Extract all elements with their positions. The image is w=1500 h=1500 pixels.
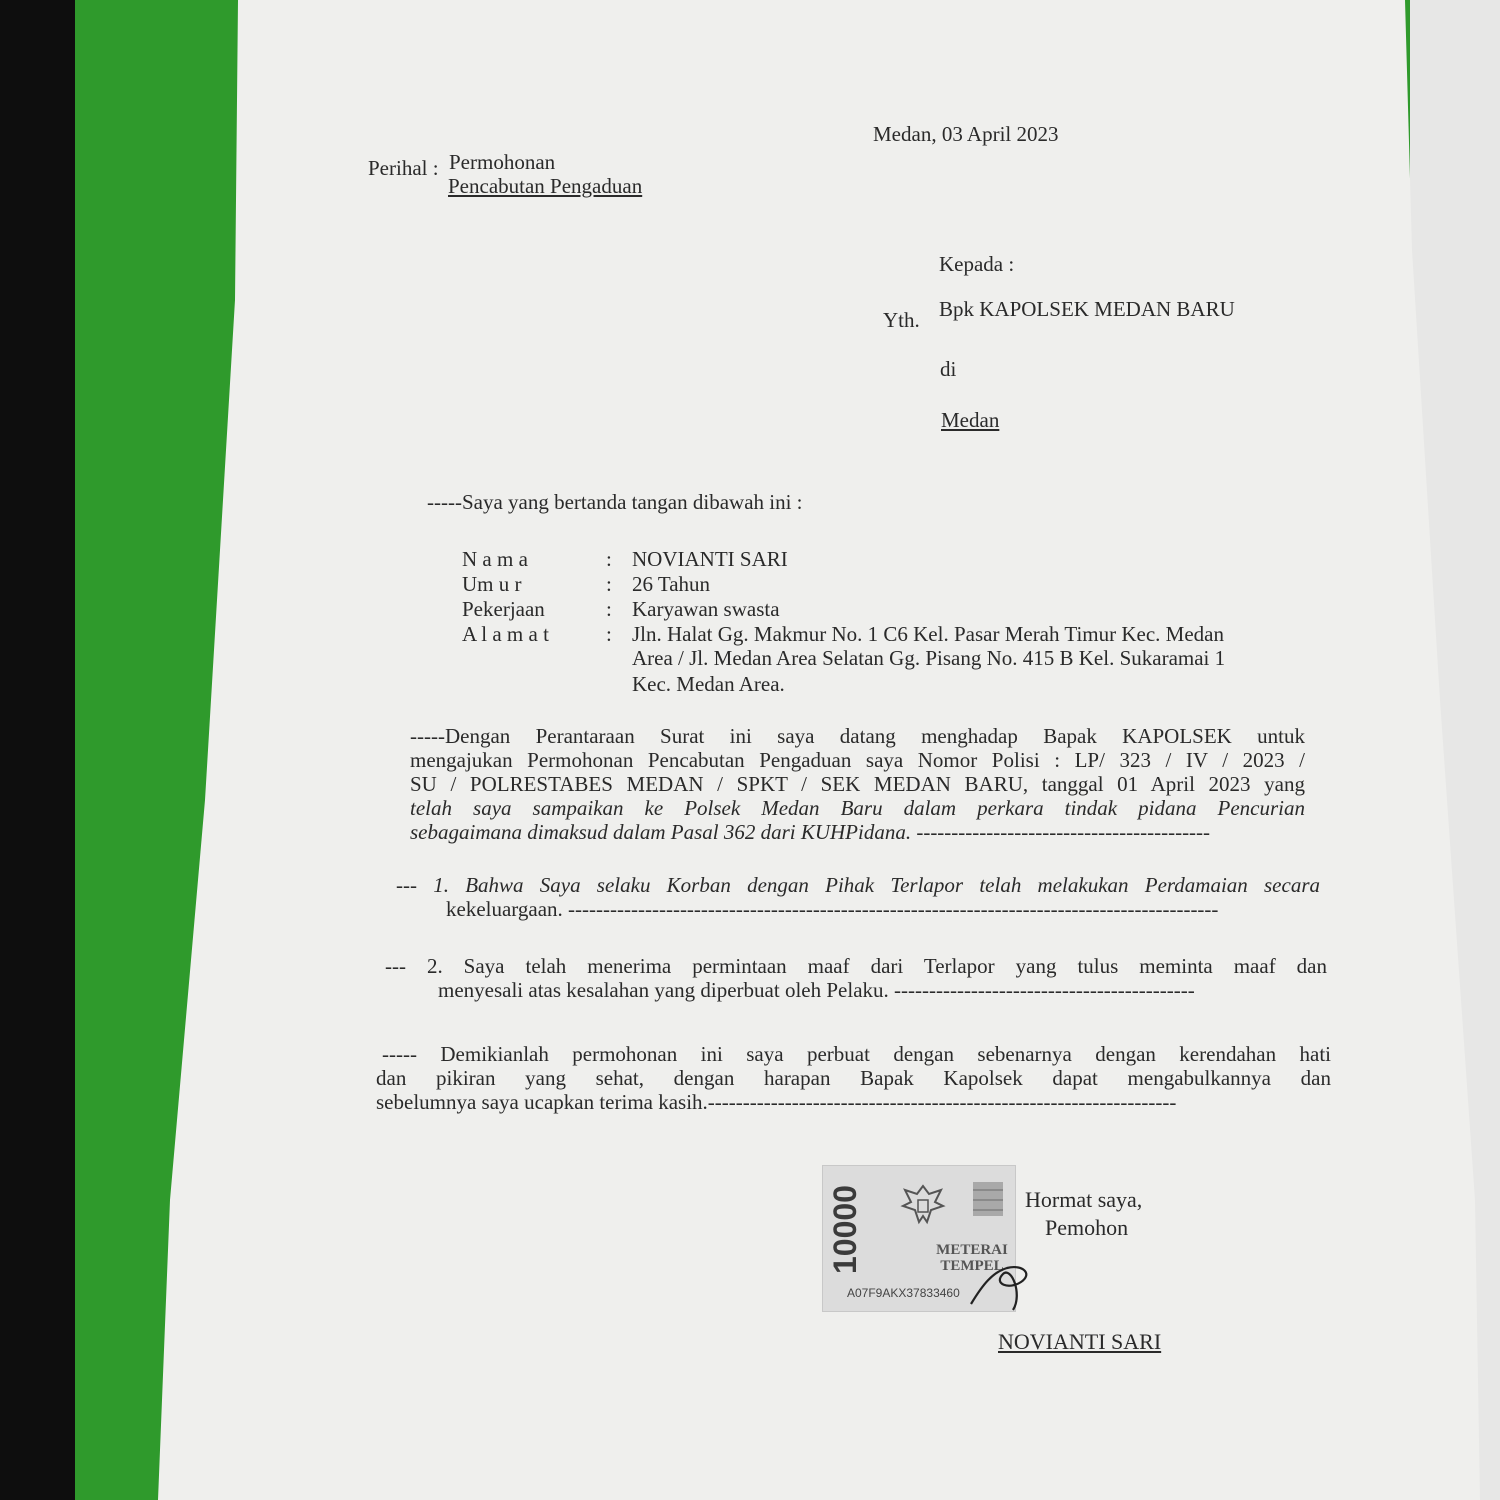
identity-value: 26 Tahun	[632, 572, 711, 596]
point-line: kekeluargaan. ---------------------------------------------------------------------------------------------	[446, 897, 1219, 921]
identity-value: Jln. Halat Gg. Makmur No. 1 C6 Kel. Pasar Merah Timur Kec. Medan	[632, 622, 1224, 646]
identity-row-nama	[462, 547, 788, 572]
paragraph-line: sebagaimana dimaksud dalam Pasal 362 dari KUHPidana. ------------------------------------------	[410, 820, 1211, 844]
identity-row-pekerjaan	[462, 597, 780, 622]
perihal-label: Perihal :	[368, 156, 439, 180]
identity-colon: :	[606, 622, 612, 646]
point-line: menyesali atas kesalahan yang diperbuat oleh Pelaku. -------------------------------------------	[438, 978, 1195, 1002]
garuda-emblem-icon	[899, 1180, 947, 1230]
identity-colon: :	[606, 572, 612, 596]
point-line: --- 2. Saya telah menerima permintaan maaf dari Terlapor yang tulus meminta maaf dan	[385, 954, 1327, 978]
identity-row-umur	[462, 572, 711, 597]
paragraph-line: -----Dengan Perantaraan Surat ini saya datang menghadap Bapak KAPOLSEK untuk	[410, 724, 1305, 748]
identity-colon: :	[606, 547, 612, 571]
body-paragraph	[410, 724, 1305, 844]
paragraph-line: mengajukan Permohonan Pencabutan Pengaduan saya Nomor Polisi : LP/ 323 / IV / 2023 /	[410, 748, 1305, 772]
identity-row-alamat	[462, 622, 1224, 647]
point-line: --- 1. Bahwa Saya selaku Korban dengan Pihak Terlapor telah melakukan Perdamaian secara	[396, 873, 1320, 897]
stamp-code: A07F9AKX37833460	[847, 1286, 960, 1300]
identity-label: Pekerjaan	[462, 597, 545, 621]
stamp-value: 10000	[827, 1185, 863, 1274]
closing-paragraph	[376, 1042, 1331, 1114]
yth-label: Yth.	[883, 308, 920, 332]
identity-label: A l a m a t	[462, 622, 549, 646]
recipient-di: di	[940, 357, 957, 381]
identity-value: Karyawan swasta	[632, 597, 780, 621]
perihal-line2: Pencabutan Pengaduan	[448, 174, 643, 198]
point-2	[385, 954, 1327, 1002]
kepada-label: Kepada :	[939, 252, 1015, 276]
closing-line: sebelumnya saya ucapkan terima kasih.-------------------------------------------------------------------	[376, 1090, 1177, 1114]
signature-regards: Hormat saya,	[1025, 1187, 1143, 1212]
stamp-label: METERAI TEMPEL	[936, 1242, 1008, 1274]
paragraph-line: telah saya sampaikan ke Polsek Medan Baru dalam perkara tindak pidana Pencurian	[410, 796, 1305, 820]
letter-date: Medan, 03 April 2023	[873, 122, 1059, 146]
security-pattern-icon	[971, 1180, 1005, 1218]
recipient-name: Bpk KAPOLSEK MEDAN BARU	[939, 297, 1235, 321]
identity-colon: :	[606, 597, 612, 621]
signature-mark-icon	[963, 1254, 1043, 1314]
duty-stamp	[822, 1165, 1016, 1312]
point-1	[396, 873, 1320, 921]
paragraph-line: SU / POLRESTABES MEDAN / SPKT / SEK MEDAN BARU, tanggal 01 April 2023 yang	[410, 772, 1305, 796]
closing-line: ----- Demikianlah permohonan ini saya perbuat dengan sebenarnya dengan kerendahan hati	[382, 1042, 1331, 1066]
signature-name: NOVIANTI SARI	[998, 1329, 1162, 1354]
recipient-city: Medan	[941, 408, 1000, 432]
closing-line: dan pikiran yang sehat, dengan harapan Bapak Kapolsek dapat mengabulkannya dan	[376, 1066, 1331, 1090]
address-continuation: Area / Jl. Medan Area Selatan Gg. Pisang No. 415 B Kel. Sukaramai 1	[632, 646, 1226, 670]
address-continuation: Kec. Medan Area.	[632, 672, 785, 696]
identity-label: N a m a	[462, 547, 528, 571]
identity-value: NOVIANTI SARI	[632, 547, 788, 571]
identity-label: Um u r	[462, 572, 522, 596]
signature-role: Pemohon	[1045, 1215, 1129, 1240]
perihal-line1: Permohonan	[449, 150, 556, 174]
